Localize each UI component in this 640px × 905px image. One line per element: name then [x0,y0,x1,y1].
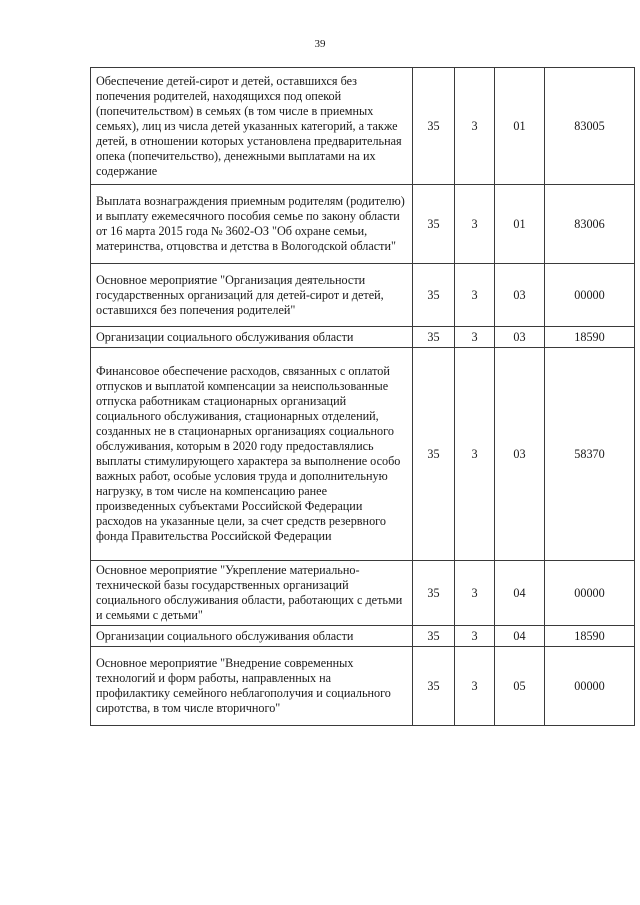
budget-classification-table [90,67,635,726]
direction-code: 83006 [545,185,635,264]
direction-code: 58370 [545,348,635,561]
direction-code: 00000 [545,561,635,626]
program-code: 35 [413,327,455,348]
activity-code: 03 [495,264,545,327]
program-code: 35 [413,626,455,647]
row-description: Финансовое обеспечение расходов, связанных с оплатой отпусков и выплатой компенсации за неиспользованные отпуска работникам стационарных организаций социального обслуживания, стационарных отделений, созданных не в стационарных организациях социального обслуживания, которым в 2020 году предоставлялись выплаты стимулирующего характера за выполнение особо важных работ, особые условия труда и дополнительную нагрузку, в том числе на компенсацию ранее произведенных субъектами Российской Федерации расходов на указанные цели, за счет средств резервного фонда Правительства Российской Федерации [91,348,413,561]
row-description: Организации социального обслуживания области [91,626,413,647]
row-description: Организации социального обслуживания области [91,327,413,348]
program-code: 35 [413,348,455,561]
row-description: Обеспечение детей-сирот и детей, оставшихся без попечения родителей, находящихся под опекой (попечительством) в семьях (в том числе в приемных семьях), лиц из числа детей указанных категорий, а также детей, в отношении которых установлена предварительная опека (попечительство), денежными выплатами на их содержание [91,68,413,185]
program-code: 35 [413,68,455,185]
row-description: Основное мероприятие "Укрепление материально-технической базы государственных организаций социального обслуживания области, работающих с детьми и семьями с детьми" [91,561,413,626]
subprogram-code: 3 [455,327,495,348]
activity-code: 03 [495,348,545,561]
page-number: 39 [314,38,326,50]
activity-code: 01 [495,185,545,264]
table-row [91,327,635,348]
subprogram-code: 3 [455,561,495,626]
subprogram-code: 3 [455,185,495,264]
activity-code: 04 [495,626,545,647]
row-description: Выплата вознаграждения приемным родителям (родителю) и выплату ежемесячного пособия семье по закону области от 16 марта 2015 года № 3602-ОЗ "Об охране семьи, материнства, отцовства и детства в Вологодской области" [91,185,413,264]
table-row [91,68,635,185]
table-row [91,264,635,327]
program-code: 35 [413,264,455,327]
row-description: Основное мероприятие "Организация деятельности государственных организаций для детей-сирот и детей, оставшихся без попечения родителей" [91,264,413,327]
subprogram-code: 3 [455,348,495,561]
direction-code: 00000 [545,264,635,327]
program-code: 35 [413,561,455,626]
table-row [91,626,635,647]
activity-code: 04 [495,561,545,626]
table-row [91,348,635,561]
row-description: Основное мероприятие "Внедрение современных технологий и форм работы, направленных на профилактику семейного неблагополучия и социального сиротства, в том числе вторичного" [91,647,413,726]
activity-code: 03 [495,327,545,348]
activity-code: 05 [495,647,545,726]
table-row [91,185,635,264]
activity-code: 01 [495,68,545,185]
table-row [91,561,635,626]
table-row [91,647,635,726]
program-code: 35 [413,185,455,264]
direction-code: 83005 [545,68,635,185]
direction-code: 18590 [545,327,635,348]
direction-code: 00000 [545,647,635,726]
subprogram-code: 3 [455,68,495,185]
program-code: 35 [413,647,455,726]
direction-code: 18590 [545,626,635,647]
subprogram-code: 3 [455,626,495,647]
subprogram-code: 3 [455,264,495,327]
subprogram-code: 3 [455,647,495,726]
